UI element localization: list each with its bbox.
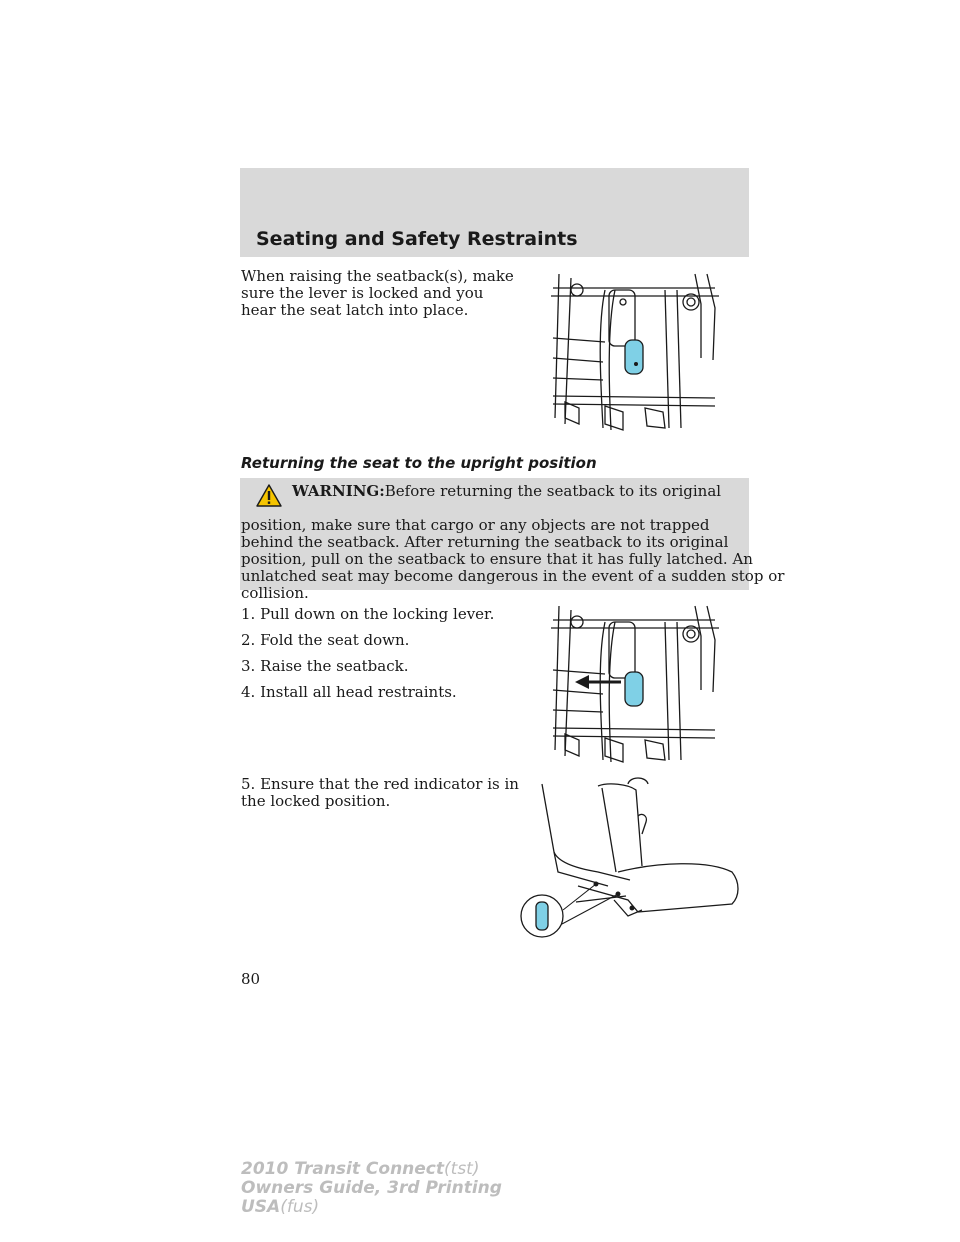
step-item: 4. Install all head restraints. (241, 683, 457, 701)
footer-market: USA (241, 1197, 281, 1217)
step-5-line: the locked position. (241, 792, 391, 810)
warning-line: collision. (241, 584, 309, 602)
document-footer (241, 1160, 502, 1217)
warning-triangle-icon (256, 484, 282, 507)
lever-pull-illustration (545, 600, 721, 770)
seat-indicator-illustration (518, 776, 758, 946)
intro-line: hear the seat latch into place. (241, 301, 469, 319)
warning-first-line (292, 483, 721, 500)
warning-box (240, 478, 785, 602)
warning-line: position, make sure that cargo or any objects are not trapped (241, 516, 710, 534)
intro-line: When raising the seatback(s), make (241, 267, 514, 285)
footer-line: Owners Guide, 3rd Printing (241, 1178, 502, 1198)
warning-line: position, pull on the seatback to ensure that it has fully latched. An (241, 550, 753, 568)
footer-line (241, 1160, 502, 1179)
warning-line: behind the seatback. After returning the seatback to its original (241, 533, 729, 551)
intro-paragraph (241, 268, 514, 319)
step-item: 2. Fold the seat down. (241, 631, 410, 649)
intro-line: sure the lever is locked and you (241, 284, 484, 302)
subheading: Returning the seat to the upright position (241, 454, 597, 472)
page-number: 80 (241, 970, 261, 988)
seat-latch-illustration (545, 268, 721, 436)
step-item: 1. Pull down on the locking lever. (241, 605, 495, 623)
section-title: Seating and Safety Restraints (256, 228, 578, 250)
warning-first-text: Before returning the seatback to its original (384, 482, 722, 500)
warning-line: unlatched seat may become dangerous in the event of a sudden stop or (241, 567, 785, 585)
footer-model-code: (tst) (444, 1159, 480, 1179)
footer-line (241, 1198, 502, 1217)
warning-body (241, 517, 784, 602)
step-5-text (241, 776, 519, 810)
footer-model: 2010 Transit Connect (241, 1159, 445, 1179)
footer-market-code: (fus) (280, 1197, 320, 1217)
step-5-line: 5. Ensure that the red indicator is in (241, 775, 519, 793)
warning-label: WARNING: (292, 482, 385, 500)
step-item: 3. Raise the seatback. (241, 657, 409, 675)
